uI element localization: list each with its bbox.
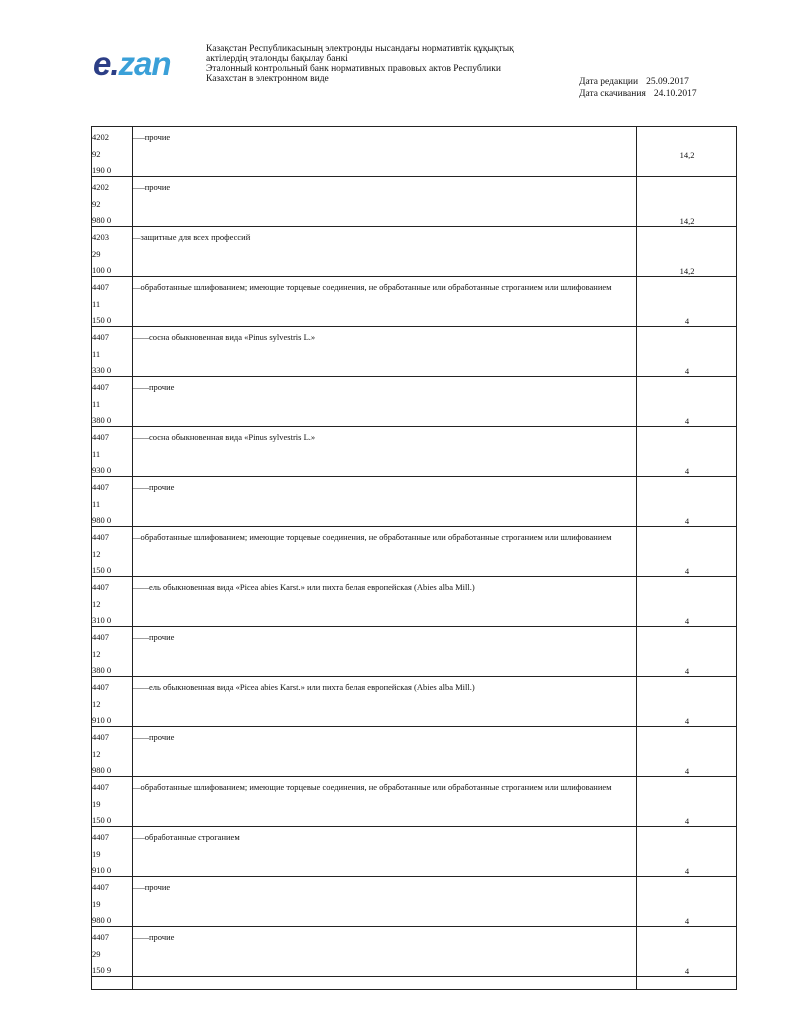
hs-code-part: 4407 [92,682,109,692]
hs-code-part: 310 0 [92,615,112,625]
hs-code-part: 100 0 [92,265,112,275]
duty-rate-cell: 4 [684,316,690,326]
header-dates [579,76,697,100]
hs-code-cell [92,879,132,929]
hs-code-part: 4407 [92,582,109,592]
description-cell: ––––прочие [132,482,175,492]
hs-code-part: 11 [92,448,101,459]
hs-code-part: 980 0 [92,515,112,525]
duty-rate-cell: 4 [684,566,690,576]
hs-code-part: 4407 [92,332,109,342]
header-title-block [206,44,566,84]
description-cell: –––прочие [132,182,171,192]
table-row [92,627,736,677]
duty-rate-cell: 4 [684,516,690,526]
duty-rate-cell: 4 [684,416,690,426]
hs-code-cell [92,729,132,779]
logo-e: e [93,45,111,82]
hs-code-part: 4407 [92,732,109,742]
hs-code-part: 980 0 [92,215,112,225]
hs-code-part: 4407 [92,532,109,542]
header-line-1: Казақстан Республикасының электронды нысандағы нормативтік құқықтық [206,44,514,54]
hs-code-part: 92 [92,198,101,209]
hs-code-part: 4407 [92,882,109,892]
hs-code-part: 150 0 [92,565,112,575]
description-cell: ––обработанные шлифованием; имеющие торцевые соединения, не обработанные или обработанные строганием или шлифованием [132,782,612,792]
table-row [92,727,736,777]
tariff-table [91,126,737,990]
description-cell: –––обработанные строганием [132,832,240,842]
description-cell: ––––сосна обыкновенная вида «Pinus sylvestris L.» [132,332,316,342]
description-cell: ––обработанные шлифованием; имеющие торцевые соединения, не обработанные или обработанные строганием или шлифованием [132,532,612,542]
description-cell: ––обработанные шлифованием; имеющие торцевые соединения, не обработанные или обработанные строганием или шлифованием [132,282,612,292]
hs-code-part: 4407 [92,382,109,392]
hs-code-part: 150 0 [92,315,112,325]
table-row [92,927,736,977]
hs-code-part: 12 [92,598,101,609]
description-cell: ––––прочие [132,632,175,642]
hs-code-part: 4407 [92,832,109,842]
hs-code-cell [92,429,132,479]
description-cell: ––––ель обыкновенная вида «Picea abies Karst.» или пихта белая европейская (Abies alba Mill.) [132,582,475,592]
hs-code-part: 19 [92,898,101,909]
duty-rate-cell: 4 [684,916,690,926]
hs-code-part: 11 [92,348,101,359]
hs-code-part: 4407 [92,432,109,442]
edition-date-line [579,76,697,88]
table-row [92,177,736,227]
hs-code-part: 380 0 [92,665,112,675]
ezan-logo [93,44,171,84]
hs-code-cell [92,129,132,179]
duty-rate-cell: 4 [684,616,690,626]
table-row [92,327,736,377]
hs-code-part: 150 0 [92,815,112,825]
duty-rate-cell: 4 [684,366,690,376]
download-date-label: Дата скачивания [579,89,646,99]
hs-code-cell [92,829,132,879]
edition-date-label: Дата редакции [579,77,639,87]
hs-code-part: 4203 [92,232,109,242]
description-cell: ––––сосна обыкновенная вида «Pinus sylvestris L.» [132,432,316,442]
edition-date-value: 25.09.2017 [646,77,689,87]
header-line-3: Эталонный контрольный банк нормативных правовых актов Республики [206,64,501,74]
hs-code-part: 29 [92,248,101,259]
header-line-2: актілердің эталонды бақылау банкі [206,54,348,64]
hs-code-part: 19 [92,798,101,809]
hs-code-cell [92,279,132,329]
hs-code-part: 380 0 [92,415,112,425]
hs-code-cell [92,479,132,529]
description-cell: ––––прочие [132,932,175,942]
hs-code-part: 12 [92,648,101,659]
table-row [92,377,736,427]
download-date-value: 24.10.2017 [653,89,697,99]
hs-code-part: 11 [92,398,101,409]
duty-rate-cell: 4 [684,866,690,876]
table-row [92,227,736,277]
hs-code-part: 4407 [92,932,109,942]
hs-code-part: 4407 [92,482,109,492]
table-row [92,527,736,577]
hs-code-part: 930 0 [92,465,112,475]
duty-rate-cell: 4 [684,666,690,676]
hs-code-cell [92,779,132,829]
description-cell: ––––ель обыкновенная вида «Picea abies Karst.» или пихта белая европейская (Abies alba Mill.) [132,682,475,692]
description-cell: ––––прочие [132,382,175,392]
duty-rate-cell: 4 [684,966,690,976]
hs-code-part: 11 [92,498,101,509]
table-row [92,677,736,727]
table-row [92,477,736,527]
hs-code-part: 92 [92,148,101,159]
duty-rate-cell: 14,2 [679,216,695,226]
hs-code-cell [92,679,132,729]
logo-dot: . [110,45,119,82]
hs-code-part: 980 0 [92,915,112,925]
hs-code-part: 980 0 [92,765,112,775]
hs-code-part: 11 [92,298,101,309]
logo-zan: zan [118,45,171,82]
hs-code-cell [92,929,132,979]
hs-code-part: 12 [92,548,101,559]
table-row [92,827,736,877]
hs-code-part: 910 0 [92,865,112,875]
hs-code-part: 910 0 [92,715,112,725]
duty-rate-cell: 14,2 [679,266,695,276]
hs-code-part: 4407 [92,282,109,292]
download-date-line [579,88,697,100]
hs-code-part: 12 [92,698,101,709]
table-row [92,777,736,827]
duty-rate-cell: 4 [684,816,690,826]
hs-code-part: 330 0 [92,365,112,375]
table-row [92,127,736,177]
hs-code-cell [92,179,132,229]
hs-code-cell [92,579,132,629]
description-cell: ––защитные для всех профессий [132,232,251,242]
duty-rate-cell: 4 [684,466,690,476]
hs-code-part: 12 [92,748,101,759]
duty-rate-cell: 4 [684,716,690,726]
description-cell: –––прочие [132,882,171,892]
hs-code-part: 29 [92,948,101,959]
hs-code-cell [92,379,132,429]
hs-code-part: 4407 [92,782,109,792]
table-row [92,427,736,477]
hs-code-part: 4407 [92,632,109,642]
table-row [92,577,736,627]
hs-code-part: 19 [92,848,101,859]
hs-code-part: 4202 [92,182,109,192]
hs-code-cell [92,529,132,579]
duty-rate-cell: 4 [684,766,690,776]
description-cell: –––прочие [132,132,171,142]
table-row [92,277,736,327]
hs-code-part: 190 0 [92,165,112,175]
hs-code-part: 150 9 [92,965,112,975]
duty-rate-cell: 14,2 [679,150,695,160]
hs-code-cell [92,229,132,279]
hs-code-cell [92,329,132,379]
header-line-4: Казахстан в электронном виде [206,74,329,84]
hs-code-cell [92,629,132,679]
description-cell: ––––прочие [132,732,175,742]
table-row [92,877,736,927]
hs-code-part: 4202 [92,132,109,142]
